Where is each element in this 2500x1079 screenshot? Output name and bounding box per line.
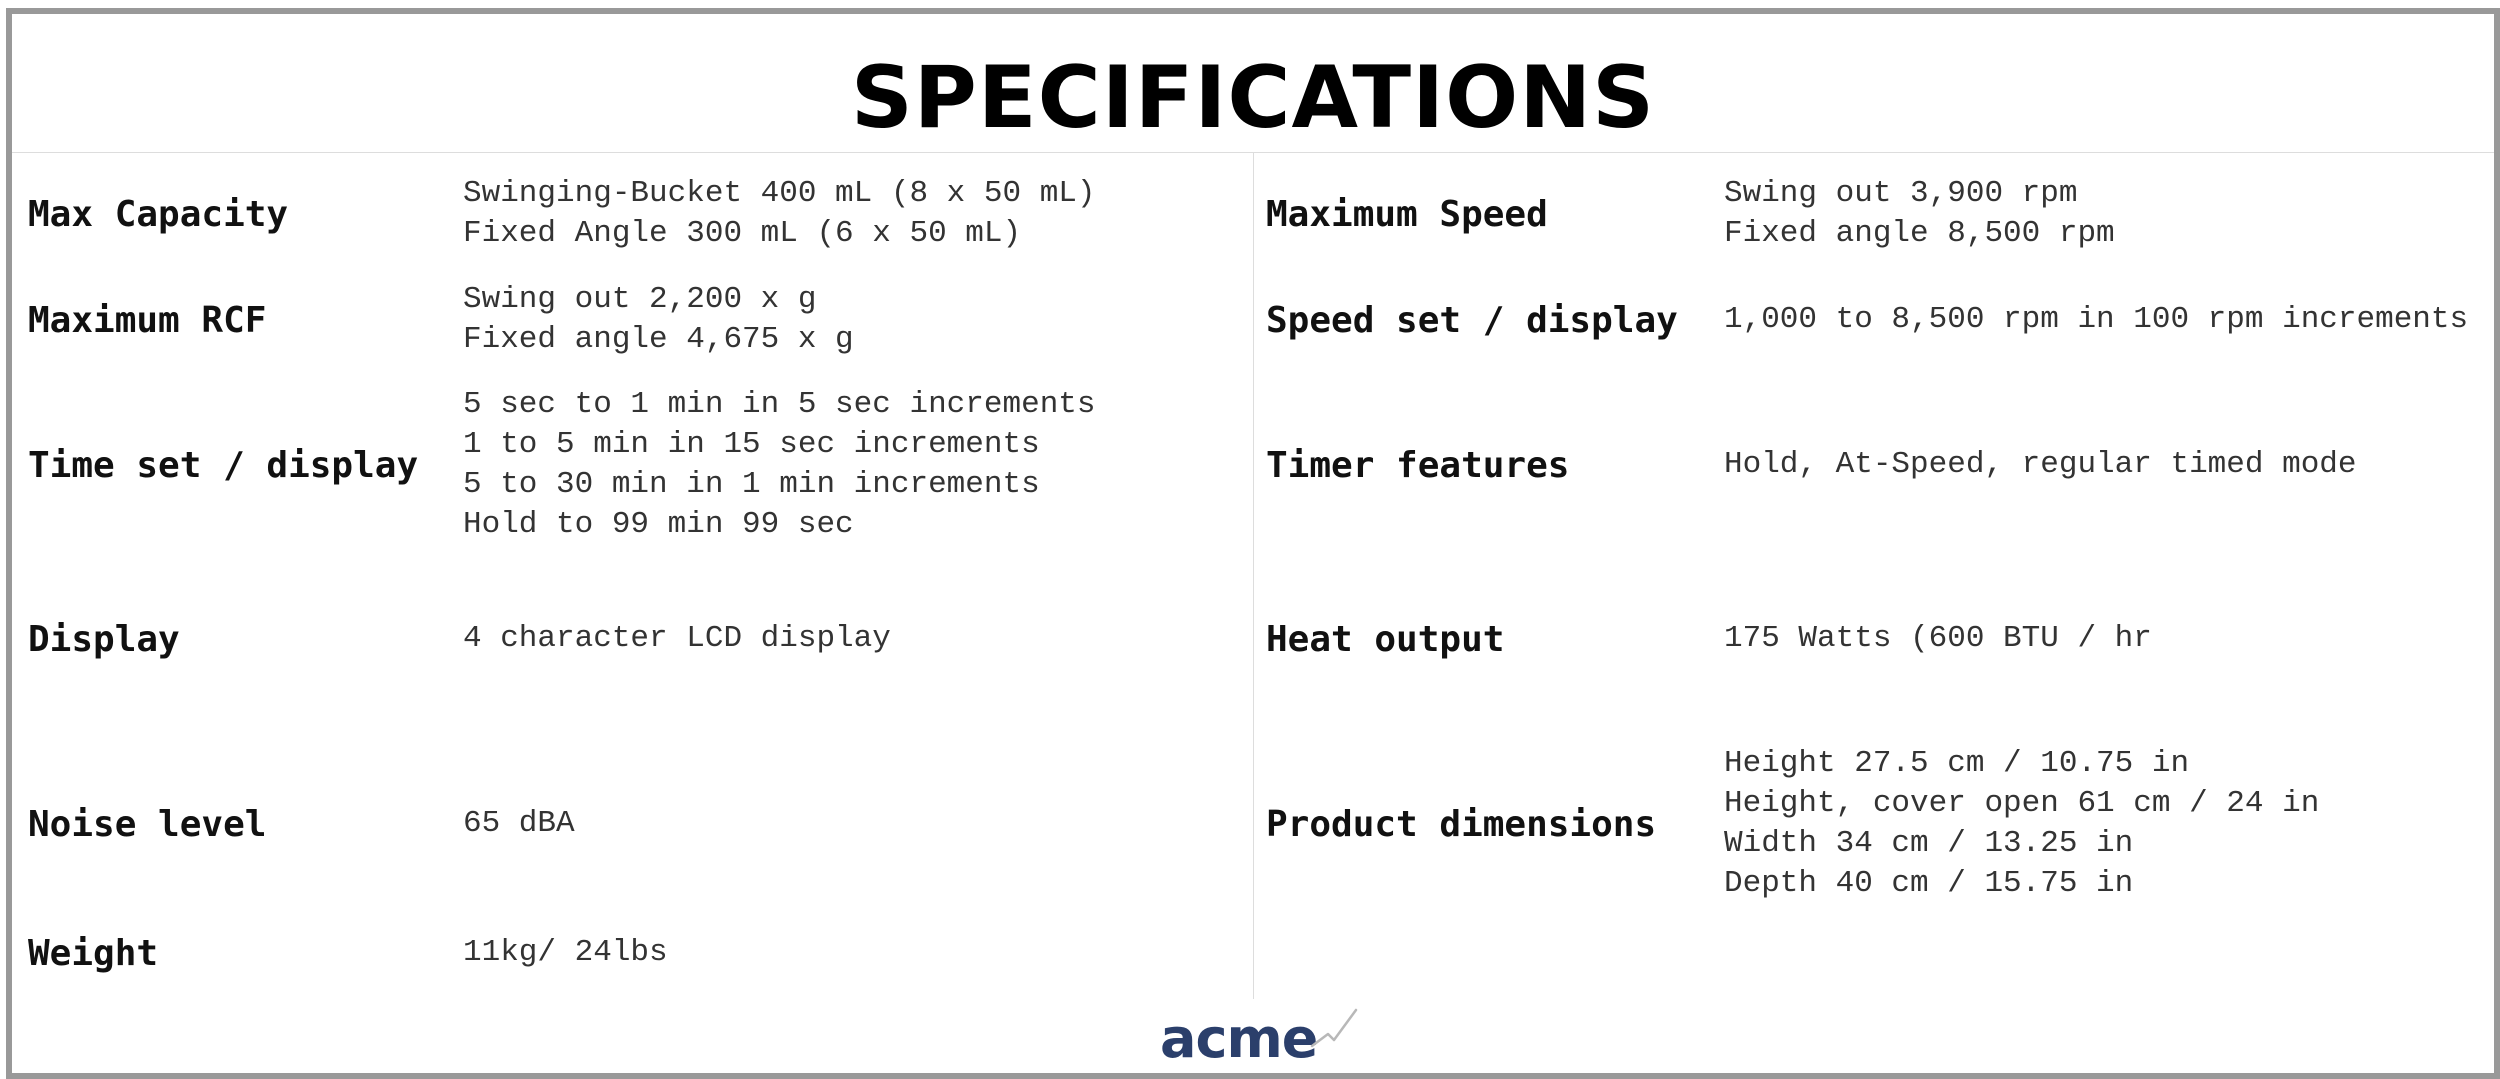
spec-label: Speed set / display <box>1266 299 1678 341</box>
spec-value-line: Swinging-Bucket 400 mL (8 x 50 mL) <box>463 176 1096 211</box>
spec-row-noise-level <box>28 804 266 844</box>
spec-value-heat-output <box>1724 619 2152 659</box>
spec-value-line: Height, cover open 61 cm / 24 in <box>1724 786 2320 821</box>
spec-value-line: Width 34 cm / 13.25 in <box>1724 826 2134 861</box>
spec-value-product-dimensions <box>1724 744 2319 904</box>
spec-label: Timer features <box>1266 444 1570 486</box>
spec-row-time-set-display <box>28 385 418 545</box>
spec-label: Weight <box>28 932 159 974</box>
spec-value-line: Swing out 2,200 x g <box>463 282 817 317</box>
spec-value-maximum-speed <box>1724 174 2115 254</box>
spec-value-line: 5 to 30 min in 1 min increments <box>463 467 1040 502</box>
spec-row-heat-output <box>1266 619 1504 659</box>
spec-value-line: Fixed Angle 300 mL (6 x 50 mL) <box>463 216 1022 251</box>
spec-value-line: Depth 40 cm / 15.75 in <box>1724 866 2134 901</box>
logo-swoosh-icon <box>1310 1004 1360 1054</box>
spec-value-timer-features <box>1724 445 2357 485</box>
spec-value-line: Fixed angle 8,500 rpm <box>1724 216 2115 251</box>
column-divider <box>1253 153 1254 999</box>
spec-value-line: 4 character LCD display <box>463 621 891 656</box>
spec-value-line: 11kg/ 24lbs <box>463 935 668 970</box>
spec-label: Maximum Speed <box>1266 193 1548 235</box>
spec-value-line: Height 27.5 cm / 10.75 in <box>1724 746 2190 781</box>
spec-value-display <box>463 619 891 659</box>
spec-label: Noise level <box>28 803 267 845</box>
spec-value-max-capacity <box>463 174 1096 254</box>
spec-row-timer-features <box>1266 445 1569 485</box>
spec-row-display <box>28 619 180 659</box>
spec-value-time-set-display <box>463 385 1096 545</box>
spec-value-line: 65 dBA <box>463 806 575 841</box>
spec-label: Product dimensions <box>1266 803 1657 845</box>
spec-row-speed-set-display <box>1266 300 1678 340</box>
acme-logo <box>1160 1004 1360 1074</box>
spec-value-line: Swing out 3,900 rpm <box>1724 176 2078 211</box>
spec-value-line: 1 to 5 min in 15 sec increments <box>463 427 1040 462</box>
spec-row-maximum-rcf <box>28 280 266 360</box>
page-title: SPECIFICATIONS <box>850 48 1656 148</box>
spec-row-weight <box>28 933 158 973</box>
spec-value-line: 175 Watts (600 BTU / hr <box>1724 621 2152 656</box>
logo-wordmark: acme <box>1160 1007 1318 1070</box>
spec-value-speed-set-display <box>1724 300 2468 340</box>
spec-label: Display <box>28 618 180 660</box>
spec-value-maximum-rcf <box>463 280 854 360</box>
spec-value-weight <box>463 933 668 973</box>
spec-sheet-frame <box>6 8 2500 1079</box>
spec-value-noise-level <box>463 804 575 844</box>
spec-label: Maximum RCF <box>28 299 267 341</box>
spec-value-line: Hold, At-Speed, regular timed mode <box>1724 447 2357 482</box>
spec-value-line: 1,000 to 8,500 rpm in 100 rpm increments <box>1724 302 2469 337</box>
spec-row-maximum-speed <box>1266 174 1548 254</box>
spec-label: Heat output <box>1266 618 1505 660</box>
spec-label: Time set / display <box>28 444 419 486</box>
spec-value-line: Hold to 99 min 99 sec <box>463 507 854 542</box>
spec-value-line: Fixed angle 4,675 x g <box>463 322 854 357</box>
spec-row-product-dimensions <box>1266 744 1656 904</box>
spec-value-line: 5 sec to 1 min in 5 sec increments <box>463 387 1096 422</box>
spec-row-max-capacity <box>28 174 288 254</box>
spec-label: Max Capacity <box>28 193 289 235</box>
